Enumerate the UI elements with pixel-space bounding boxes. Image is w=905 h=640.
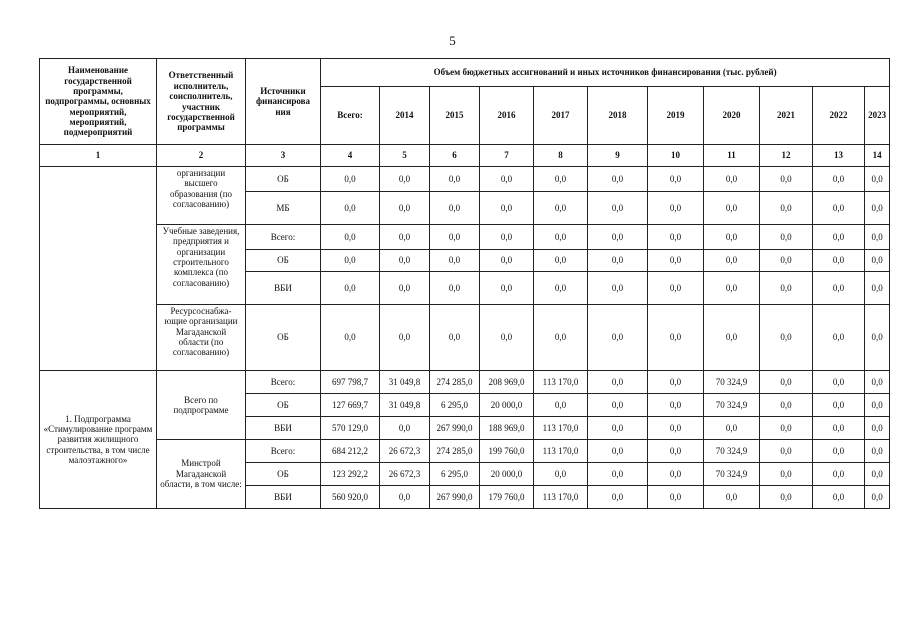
value-cell: 0,0 (534, 167, 588, 192)
value-cell: 0,0 (760, 394, 813, 417)
value-cell: 0,0 (534, 394, 588, 417)
header-year-3: 2016 (480, 87, 534, 145)
value-cell: 0,0 (648, 250, 704, 272)
column-number-8: 8 (534, 145, 588, 167)
value-cell: 0,0 (588, 486, 648, 509)
value-cell: 0,0 (480, 167, 534, 192)
value-cell: 0,0 (648, 167, 704, 192)
responsible-cell: Ресурсоснабжа-ющие организации Магаданской области (по согласованию) (157, 305, 246, 371)
value-cell: 0,0 (480, 192, 534, 225)
source-cell: ОБ (246, 167, 321, 192)
column-number-12: 12 (760, 145, 813, 167)
value-cell: 0,0 (480, 250, 534, 272)
value-cell: 0,0 (760, 463, 813, 486)
value-cell: 0,0 (813, 486, 865, 509)
value-cell: 0,0 (760, 417, 813, 440)
value-cell: 267 990,0 (430, 417, 480, 440)
value-cell: 0,0 (704, 272, 760, 305)
value-cell: 0,0 (588, 225, 648, 250)
value-cell: 0,0 (704, 192, 760, 225)
value-cell: 0,0 (534, 225, 588, 250)
column-number-2: 2 (157, 145, 246, 167)
value-cell: 123 292,2 (321, 463, 380, 486)
value-cell: 113 170,0 (534, 417, 588, 440)
value-cell: 0,0 (648, 272, 704, 305)
value-cell: 113 170,0 (534, 486, 588, 509)
value-cell: 31 049,8 (380, 394, 430, 417)
value-cell: 0,0 (760, 225, 813, 250)
value-cell: 70 324,9 (704, 371, 760, 394)
value-cell: 208 969,0 (480, 371, 534, 394)
value-cell: 113 170,0 (534, 371, 588, 394)
value-cell: 0,0 (321, 272, 380, 305)
value-cell: 0,0 (865, 417, 890, 440)
value-cell: 0,0 (704, 250, 760, 272)
value-cell: 0,0 (813, 192, 865, 225)
page-number: 5 (449, 33, 456, 48)
value-cell: 0,0 (704, 167, 760, 192)
value-cell: 0,0 (430, 305, 480, 371)
value-cell: 0,0 (865, 305, 890, 371)
value-cell: 0,0 (380, 250, 430, 272)
value-cell: 0,0 (648, 305, 704, 371)
column-number-9: 9 (588, 145, 648, 167)
value-cell: 0,0 (704, 486, 760, 509)
value-cell: 0,0 (648, 440, 704, 463)
value-cell: 0,0 (588, 417, 648, 440)
value-cell: 0,0 (813, 250, 865, 272)
value-cell: 0,0 (380, 272, 430, 305)
value-cell: 0,0 (865, 225, 890, 250)
column-number-13: 13 (813, 145, 865, 167)
value-cell: 0,0 (865, 250, 890, 272)
value-cell: 684 212,2 (321, 440, 380, 463)
value-cell: 0,0 (865, 440, 890, 463)
header-year-1: 2014 (380, 87, 430, 145)
value-cell: 20 000,0 (480, 463, 534, 486)
header-responsible: Ответственный исполнитель, соисполнитель, участник государственной программы (157, 59, 246, 145)
value-cell: 0,0 (588, 463, 648, 486)
source-cell: Всего: (246, 371, 321, 394)
value-cell: 0,0 (480, 305, 534, 371)
value-cell: 20 000,0 (480, 394, 534, 417)
value-cell: 0,0 (480, 272, 534, 305)
header-year-9: 2022 (813, 87, 865, 145)
table-row (40, 167, 890, 192)
value-cell: 0,0 (534, 250, 588, 272)
column-number-11: 11 (704, 145, 760, 167)
value-cell: 0,0 (380, 167, 430, 192)
value-cell: 0,0 (321, 192, 380, 225)
value-cell: 0,0 (865, 192, 890, 225)
value-cell: 0,0 (865, 463, 890, 486)
value-cell: 0,0 (760, 192, 813, 225)
value-cell: 0,0 (588, 272, 648, 305)
responsible-cell: Всего по подпрограмме (157, 371, 246, 440)
value-cell: 0,0 (648, 192, 704, 225)
column-number-3: 3 (246, 145, 321, 167)
value-cell: 0,0 (534, 192, 588, 225)
value-cell: 0,0 (648, 225, 704, 250)
value-cell: 0,0 (588, 250, 648, 272)
value-cell: 0,0 (380, 305, 430, 371)
value-cell: 0,0 (648, 417, 704, 440)
value-cell: 0,0 (380, 417, 430, 440)
source-cell: ВБИ (246, 486, 321, 509)
value-cell: 0,0 (430, 225, 480, 250)
source-cell: МБ (246, 192, 321, 225)
value-cell: 0,0 (588, 394, 648, 417)
value-cell: 0,0 (430, 167, 480, 192)
responsible-cell: организации высшего образования (по согласованию) (157, 167, 246, 225)
value-cell: 0,0 (648, 486, 704, 509)
header-source: Источники финансирова ния (246, 59, 321, 145)
value-cell: 0,0 (321, 225, 380, 250)
value-cell: 26 672,3 (380, 440, 430, 463)
header-name: Наименование государственной программы, подпрограммы, основных мероприятий, мероприятий, подмероприятий (40, 59, 157, 145)
value-cell: 274 285,0 (430, 371, 480, 394)
column-number-7: 7 (480, 145, 534, 167)
value-cell: 0,0 (648, 394, 704, 417)
value-cell: 70 324,9 (704, 394, 760, 417)
value-cell: 0,0 (865, 272, 890, 305)
value-cell: 0,0 (813, 225, 865, 250)
program-name-cell (40, 167, 157, 371)
value-cell: 0,0 (865, 371, 890, 394)
column-number-6: 6 (430, 145, 480, 167)
value-cell: 70 324,9 (704, 440, 760, 463)
value-cell: 0,0 (588, 305, 648, 371)
value-cell: 188 969,0 (480, 417, 534, 440)
subprogram-name-cell: 1. Подпрограмма «Стимулирование программ развития жилищного строительства, в том числе малоэтажного» (40, 371, 157, 509)
value-cell: 0,0 (480, 225, 534, 250)
value-cell: 0,0 (760, 440, 813, 463)
column-number-14: 14 (865, 145, 890, 167)
column-number-4: 4 (321, 145, 380, 167)
header-year-0: Всего: (321, 87, 380, 145)
value-cell: 0,0 (704, 305, 760, 371)
value-cell: 31 049,8 (380, 371, 430, 394)
value-cell: 0,0 (704, 225, 760, 250)
value-cell: 0,0 (760, 272, 813, 305)
value-cell: 199 760,0 (480, 440, 534, 463)
value-cell: 0,0 (760, 371, 813, 394)
value-cell: 0,0 (430, 192, 480, 225)
value-cell: 0,0 (760, 250, 813, 272)
table-row (40, 440, 890, 463)
value-cell: 0,0 (588, 371, 648, 394)
value-cell: 0,0 (380, 486, 430, 509)
value-cell: 0,0 (588, 440, 648, 463)
value-cell: 6 295,0 (430, 394, 480, 417)
value-cell: 0,0 (534, 272, 588, 305)
value-cell: 179 760,0 (480, 486, 534, 509)
column-number-10: 10 (648, 145, 704, 167)
responsible-cell: Минстрой Магаданской области, в том числе: (157, 440, 246, 509)
header-year-4: 2017 (534, 87, 588, 145)
value-cell: 0,0 (813, 394, 865, 417)
value-cell: 0,0 (865, 167, 890, 192)
value-cell: 0,0 (704, 417, 760, 440)
source-cell: ОБ (246, 463, 321, 486)
source-cell: ОБ (246, 305, 321, 371)
header-year-8: 2021 (760, 87, 813, 145)
value-cell: 26 672,3 (380, 463, 430, 486)
value-cell: 274 285,0 (430, 440, 480, 463)
value-cell: 0,0 (534, 463, 588, 486)
value-cell: 0,0 (813, 167, 865, 192)
table-row (40, 305, 890, 371)
value-cell: 0,0 (321, 305, 380, 371)
value-cell: 0,0 (380, 192, 430, 225)
value-cell: 0,0 (760, 486, 813, 509)
value-cell: 0,0 (813, 272, 865, 305)
source-cell: ВБИ (246, 417, 321, 440)
value-cell: 0,0 (865, 394, 890, 417)
value-cell: 697 798,7 (321, 371, 380, 394)
value-cell: 0,0 (813, 463, 865, 486)
source-cell: Всего: (246, 225, 321, 250)
column-number-1: 1 (40, 145, 157, 167)
source-cell: Всего: (246, 440, 321, 463)
value-cell: 0,0 (865, 486, 890, 509)
value-cell: 0,0 (321, 250, 380, 272)
source-cell: ВБИ (246, 272, 321, 305)
source-cell: ОБ (246, 394, 321, 417)
header-year-2: 2015 (430, 87, 480, 145)
value-cell: 6 295,0 (430, 463, 480, 486)
value-cell: 0,0 (813, 417, 865, 440)
value-cell: 0,0 (588, 192, 648, 225)
financing-table (39, 58, 890, 509)
table-row (40, 225, 890, 250)
value-cell: 0,0 (648, 371, 704, 394)
value-cell: 0,0 (534, 305, 588, 371)
value-cell: 127 669,7 (321, 394, 380, 417)
value-cell: 0,0 (760, 305, 813, 371)
value-cell: 0,0 (760, 167, 813, 192)
value-cell: 0,0 (813, 305, 865, 371)
header-year-6: 2019 (648, 87, 704, 145)
value-cell: 0,0 (813, 371, 865, 394)
value-cell: 0,0 (430, 272, 480, 305)
column-number-5: 5 (380, 145, 430, 167)
header-volume: Объем бюджетных ассигнований и иных источников финансирования (тыс. рублей) (321, 59, 890, 87)
value-cell: 0,0 (321, 167, 380, 192)
value-cell: 113 170,0 (534, 440, 588, 463)
value-cell: 267 990,0 (430, 486, 480, 509)
value-cell: 0,0 (588, 167, 648, 192)
header-year-7: 2020 (704, 87, 760, 145)
table-row (40, 371, 890, 394)
value-cell: 0,0 (430, 250, 480, 272)
value-cell: 570 129,0 (321, 417, 380, 440)
value-cell: 0,0 (813, 440, 865, 463)
value-cell: 560 920,0 (321, 486, 380, 509)
value-cell: 0,0 (648, 463, 704, 486)
source-cell: ОБ (246, 250, 321, 272)
responsible-cell: Учебные заведения, предприятия и организации строительного комплекса (по согласованию) (157, 225, 246, 305)
header-year-10: 2023 (865, 87, 890, 145)
header-year-5: 2018 (588, 87, 648, 145)
value-cell: 0,0 (380, 225, 430, 250)
value-cell: 70 324,9 (704, 463, 760, 486)
